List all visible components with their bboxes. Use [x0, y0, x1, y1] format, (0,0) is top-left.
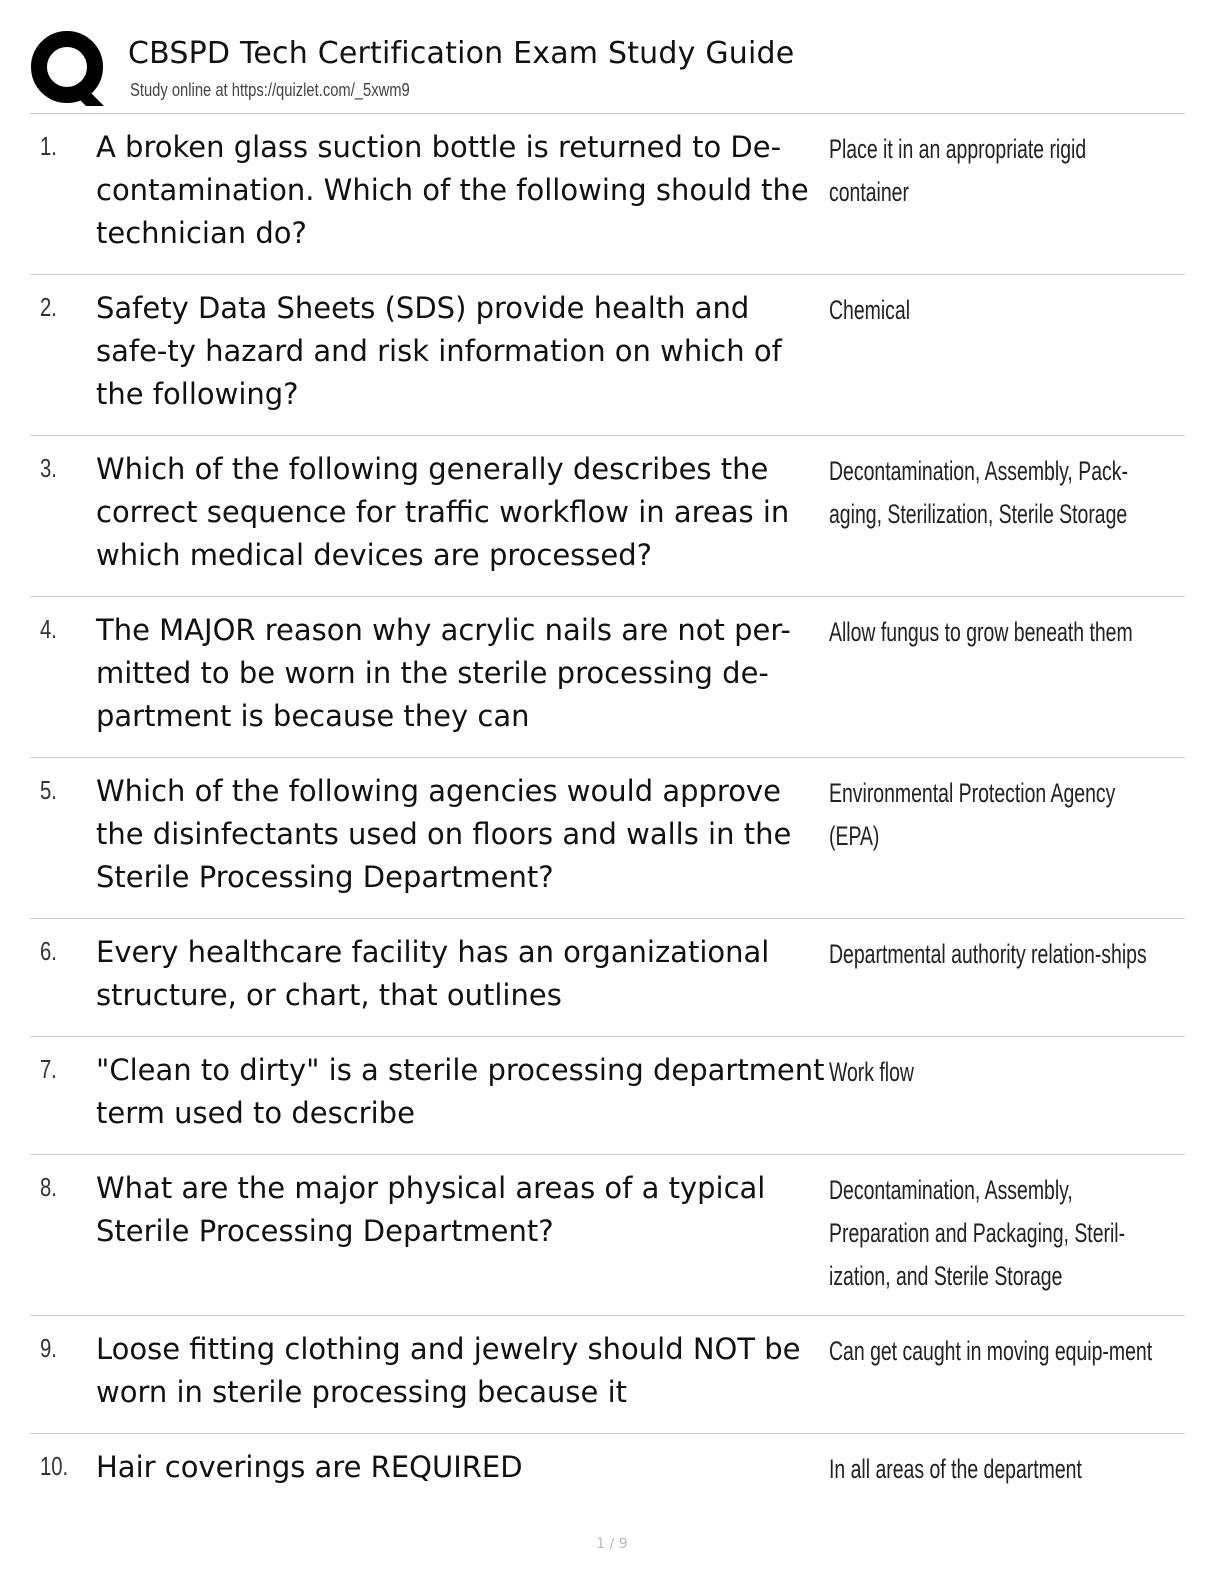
card-definition: Environmental Protection Agency (EPA) [829, 778, 1116, 851]
card-number: 9. [40, 1333, 57, 1363]
page-header [30, 28, 1185, 114]
card-number: 8. [40, 1172, 57, 1202]
flashcard [30, 275, 1185, 436]
flashcard-list [30, 114, 1185, 1514]
flashcard [30, 1155, 1185, 1316]
card-term: A broken glass suction bottle is returned to De-contamination. Which of the following should the technician do? [96, 130, 809, 250]
card-number: 6. [40, 936, 57, 966]
card-term: Every healthcare facility has an organizational structure, or chart, that outlines [96, 935, 770, 1012]
card-definition: Chemical [829, 295, 911, 325]
card-number: 1. [40, 131, 57, 161]
card-term: "Clean to dirty" is a sterile processing department term used to describe [96, 1053, 825, 1130]
card-definition: Allow fungus to grow beneath them [829, 617, 1133, 647]
card-term: Loose fitting clothing and jewelry should NOT be worn in sterile processing because it [96, 1332, 801, 1409]
page-number: 1 / 9 [596, 1536, 628, 1552]
flashcard [30, 919, 1185, 1037]
card-definition: Can get caught in moving equip-ment [829, 1336, 1153, 1366]
card-term: Safety Data Sheets (SDS) provide health and safe-ty hazard and risk information on which of the following? [96, 291, 782, 411]
card-definition: Work flow [829, 1057, 914, 1087]
card-definition: Place it in an appropriate rigid container [829, 134, 1087, 207]
card-number: 10. [40, 1451, 69, 1481]
flashcard [30, 114, 1185, 275]
study-link[interactable]: Study online at https://quizlet.com/_5xwm9 [130, 80, 410, 100]
flashcard [30, 1037, 1185, 1155]
card-number: 2. [40, 292, 57, 322]
card-definition: Departmental authority relation-ships [829, 939, 1147, 969]
card-term: Hair coverings are REQUIRED [96, 1450, 523, 1484]
card-definition: Decontamination, Assembly, Preparation and Packaging, Steril-ization, and Sterile Storage [829, 1175, 1126, 1291]
card-definition: Decontamination, Assembly, Pack-aging, Sterilization, Sterile Storage [829, 456, 1128, 529]
page-title: CBSPD Tech Certification Exam Study Guide [128, 36, 795, 71]
flashcard [30, 597, 1185, 758]
card-number: 5. [40, 775, 57, 805]
card-term: The MAJOR reason why acrylic nails are not per-mitted to be worn in the sterile processing de-partment is because they can [96, 613, 791, 733]
card-number: 3. [40, 453, 57, 483]
card-term: Which of the following generally describes the correct sequence for traffic workflow in areas in which medical devices are processed? [96, 452, 790, 572]
flashcard [30, 436, 1185, 597]
flashcard [30, 1434, 1185, 1514]
flashcard [30, 1316, 1185, 1434]
card-term: What are the major physical areas of a typical Sterile Processing Department? [96, 1171, 766, 1248]
card-definition: In all areas of the department [829, 1454, 1082, 1484]
quizlet-logo-icon [30, 30, 108, 108]
card-number: 4. [40, 614, 57, 644]
flashcard [30, 758, 1185, 919]
card-number: 7. [40, 1054, 57, 1084]
card-term: Which of the following agencies would approve the disinfectants used on floors and walls in the Sterile Processing Department? [96, 774, 792, 894]
